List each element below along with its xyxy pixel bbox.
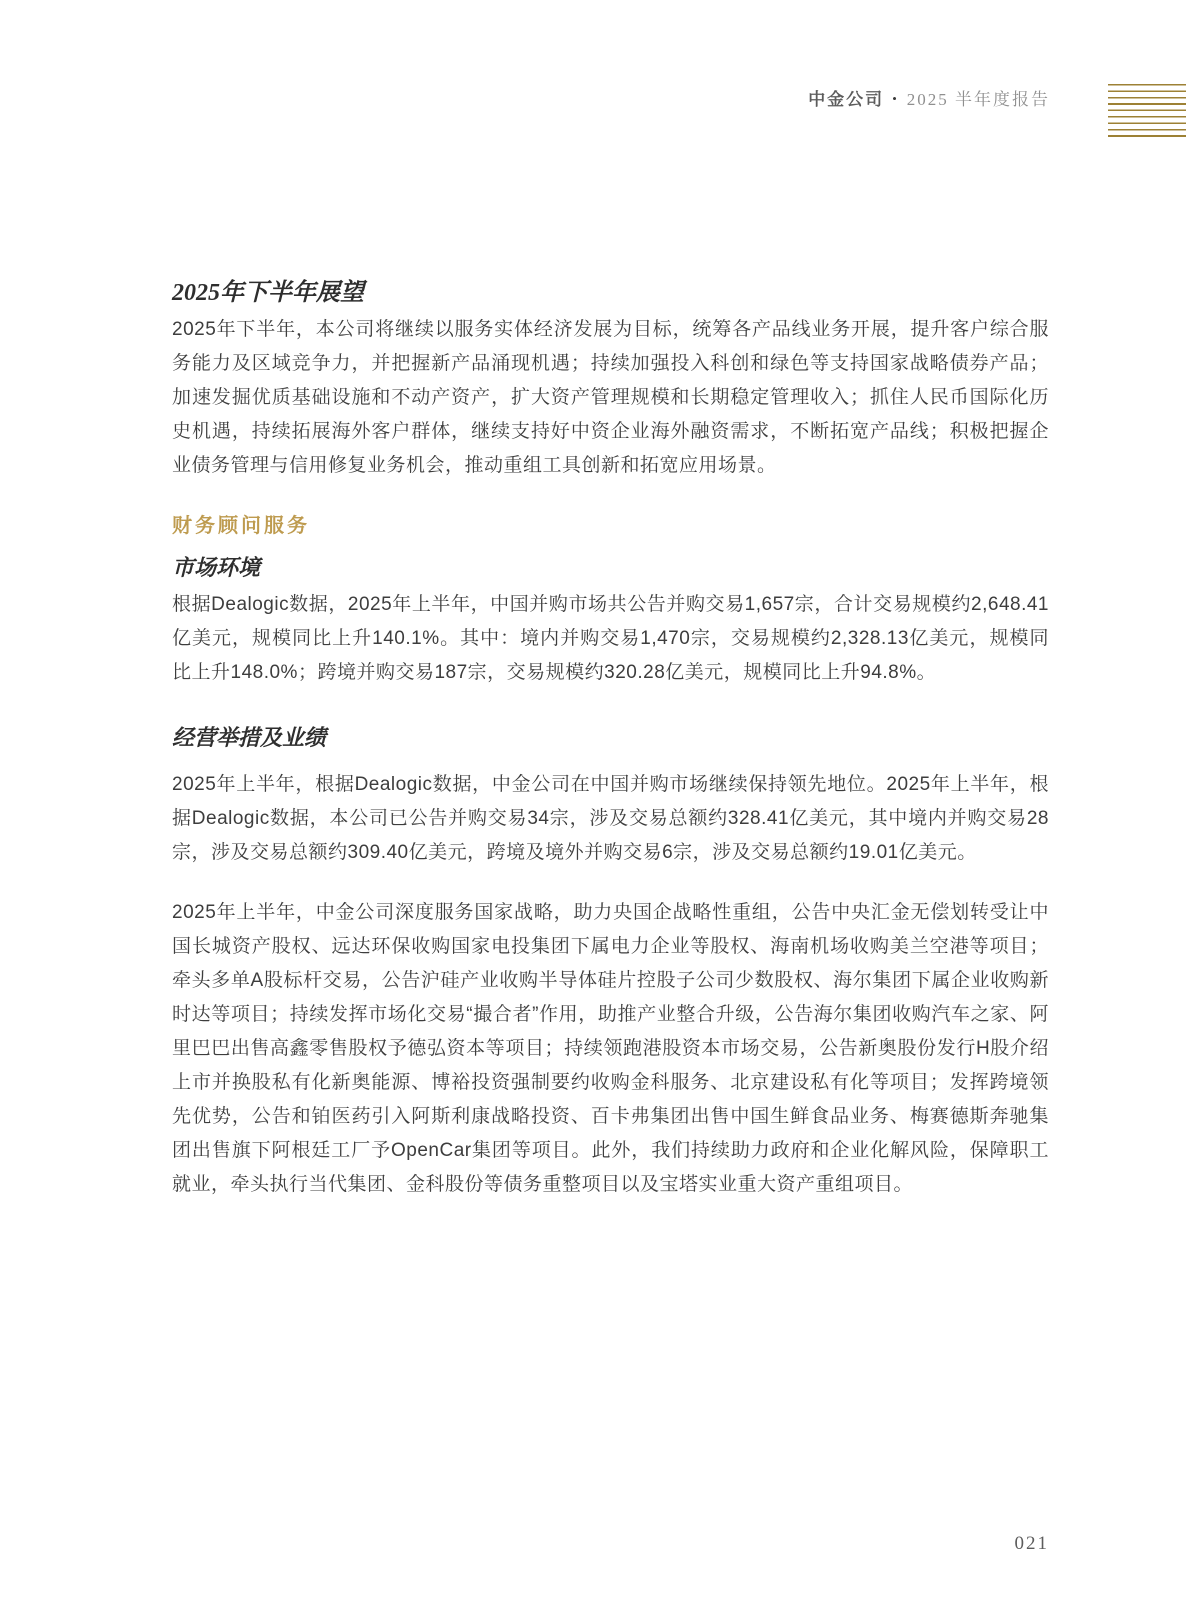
page-number: 021: [1014, 1533, 1049, 1554]
heading-market-environment: 市场环境: [172, 555, 261, 580]
heading-financial-advisory-services: 财务顾问服务: [172, 515, 310, 537]
paragraph-operations-1: 2025年上半年，根据Dealogic数据，中金公司在中国并购市场继续保持领先地位。2025年上半年，根据Dealogic数据，本公司已公告并购交易34宗，涉及交易总额约328.41亿美元，其中境内并购交易28宗，涉及交易总额约309.40亿美元，跨境及境外并购交易6宗，涉及交易总额约19.01亿美元。: [172, 774, 1049, 863]
section-title-outlook-h2-2025: 2025年下半年展望: [172, 280, 364, 306]
paragraph-outlook: 2025年下半年，本公司将继续以服务实体经济发展为目标，统筹各产品线业务开展，提升客户综合服务能力及区域竞争力，并把握新产品涌现机遇；持续加强投入科创和绿色等支持国家战略债券产品；加速发掘优质基础设施和不动产资产，扩大资产管理规模和长期稳定管理收入；抓住人民币国际化历史机遇，持续拓展海外客户群体，继续支持好中资企业海外融资需求，不断拓宽产品线；积极把握企业债务管理与信用修复业务机会，推动重组工具创新和拓宽应用场景。: [172, 319, 1049, 476]
heading-operations-and-results: 经营举措及业绩: [172, 725, 327, 750]
paragraph-market-environment: 根据Dealogic数据，2025年上半年，中国并购市场共公告并购交易1,657宗，合计交易规模约2,648.41亿美元，规模同比上升140.1%。其中：境内并购交易1,470宗，交易规模约2,328.13亿美元，规模同比上升148.0%；跨境并购交易187宗，交易规模约320.28亿美元，规模同比上升94.8%。: [172, 594, 1049, 683]
header-separator-dot: •: [892, 91, 899, 106]
gold-stripes-decoration: [1108, 84, 1186, 137]
report-title: 2025 半年度报告: [906, 90, 1050, 109]
paragraph-operations-2: 2025年上半年，中金公司深度服务国家战略，助力央国企战略性重组，公告中央汇金无偿划转受让中国长城资产股权、远达环保收购国家电投集团下属电力企业等股权、海南机场收购美兰空港等项目；牵头多单A股标杆交易，公告沪硅产业收购半导体硅片控股子公司少数股权、海尔集团下属企业收购新时达等项目；持续发挥市场化交易“撮合者”作用，助推产业整合升级，公告海尔集团收购汽车之家、阿里巴巴出售高鑫零售股权予德弘资本等项目；持续领跑港股资本市场交易，公告新奥股份发行H股介绍上市并换股私有化新奥能源、博裕投资强制要约收购金科服务、北京建设私有化等项目；发挥跨境领先优势，公告和铂医药引入阿斯利康战略投资、百卡弗集团出售中国生鲜食品业务、梅赛德斯奔驰集团出售旗下阿根廷工厂予OpenCar集团等项目。此外，我们持续助力政府和企业化解风险，保障职工就业，牵头执行当代集团、金科股份等债务重整项目以及宝塔实业重大资产重组项目。: [172, 902, 1049, 1195]
page-header: [808, 85, 1050, 110]
brand-name: 中金公司: [808, 90, 885, 109]
